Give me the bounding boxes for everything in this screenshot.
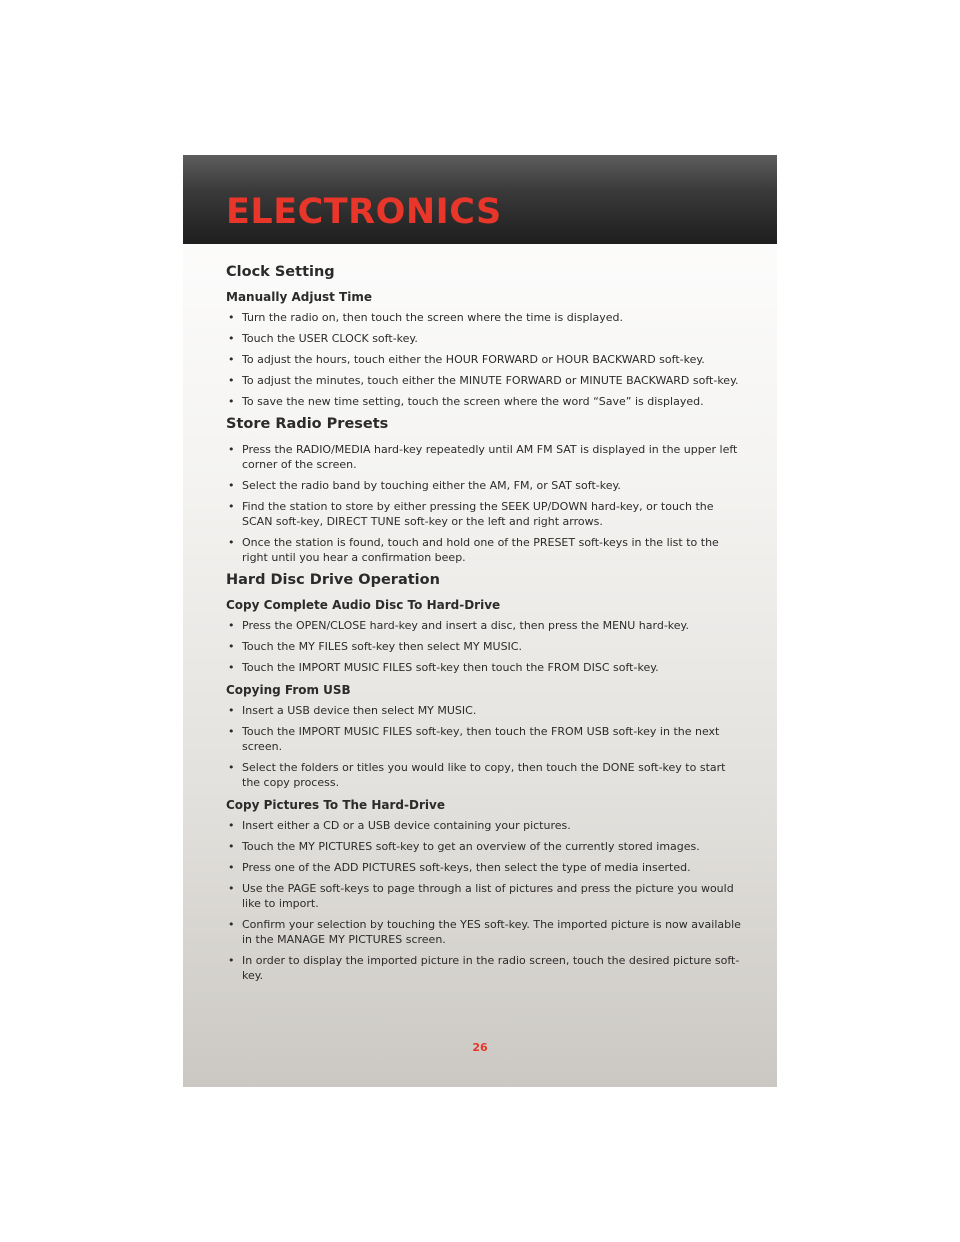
list-item: • To save the new time setting, touch the screen where the word “Save” is displayed.	[226, 394, 746, 409]
page-number: 26	[472, 1041, 488, 1054]
manual-page	[183, 155, 777, 1087]
list-manually-adjust-time	[226, 310, 746, 409]
list-item: • Touch the MY PICTURES soft-key to get an overview of the currently stored images.	[226, 839, 746, 854]
list-item: • Touch the IMPORT MUSIC FILES soft-key then touch the FROM DISC soft-key.	[226, 660, 746, 675]
page-content	[226, 263, 746, 989]
list-item: • Once the station is found, touch and hold one of the PRESET soft-keys in the list to the right until you hear a confirmation beep.	[226, 535, 746, 565]
list-item: • Press the RADIO/MEDIA hard-key repeatedly until AM FM SAT is displayed in the upper left corner of the screen.	[226, 442, 746, 472]
subheading-copy-audio-disc: Copy Complete Audio Disc To Hard-Drive	[226, 598, 501, 612]
list-item: • Press the OPEN/CLOSE hard-key and insert a disc, then press the MENU hard-key.	[226, 618, 746, 633]
list-copying-from-usb	[226, 703, 746, 790]
list-item: • Select the radio band by touching either the AM, FM, or SAT soft-key.	[226, 478, 746, 493]
list-item: • Find the station to store by either pressing the SEEK UP/DOWN hard-key, or touch the SCAN soft-key, DIRECT TUNE soft-key or the left and right arrows.	[226, 499, 746, 529]
list-store-radio-presets	[226, 442, 746, 565]
header-bar	[183, 155, 777, 244]
heading-hard-disc-drive-operation: Hard Disc Drive Operation	[226, 572, 440, 588]
subheading-copy-pictures: Copy Pictures To The Hard-Drive	[226, 798, 445, 812]
list-item: • Touch the USER CLOCK soft-key.	[226, 331, 746, 346]
list-item: • To adjust the minutes, touch either the MINUTE FORWARD or MINUTE BACKWARD soft-key.	[226, 373, 746, 388]
list-item: • Use the PAGE soft-keys to page through a list of pictures and press the picture you would like to import.	[226, 881, 746, 911]
list-item: • Touch the MY FILES soft-key then select MY MUSIC.	[226, 639, 746, 654]
subheading-copying-from-usb: Copying From USB	[226, 683, 351, 697]
list-item: • Confirm your selection by touching the YES soft-key. The imported picture is now available in the MANAGE MY PICTURES screen.	[226, 917, 746, 947]
list-item: • Press one of the ADD PICTURES soft-keys, then select the type of media inserted.	[226, 860, 746, 875]
list-item: • To adjust the hours, touch either the HOUR FORWARD or HOUR BACKWARD soft-key.	[226, 352, 746, 367]
list-item: • Turn the radio on, then touch the screen where the time is displayed.	[226, 310, 746, 325]
subheading-manually-adjust-time: Manually Adjust Time	[226, 290, 372, 304]
heading-store-radio-presets: Store Radio Presets	[226, 416, 389, 432]
list-item: • Insert a USB device then select MY MUSIC.	[226, 703, 746, 718]
list-copy-audio-disc	[226, 618, 746, 675]
section-title: ELECTRONICS	[226, 192, 502, 232]
list-item: • Insert either a CD or a USB device containing your pictures.	[226, 818, 746, 833]
list-item: • Select the folders or titles you would like to copy, then touch the DONE soft-key to start the copy process.	[226, 760, 746, 790]
list-item: • In order to display the imported picture in the radio screen, touch the desired picture soft-key.	[226, 953, 746, 983]
list-copy-pictures	[226, 818, 746, 983]
heading-clock-setting: Clock Setting	[226, 264, 335, 280]
list-item: • Touch the IMPORT MUSIC FILES soft-key, then touch the FROM USB soft-key in the next screen.	[226, 724, 746, 754]
